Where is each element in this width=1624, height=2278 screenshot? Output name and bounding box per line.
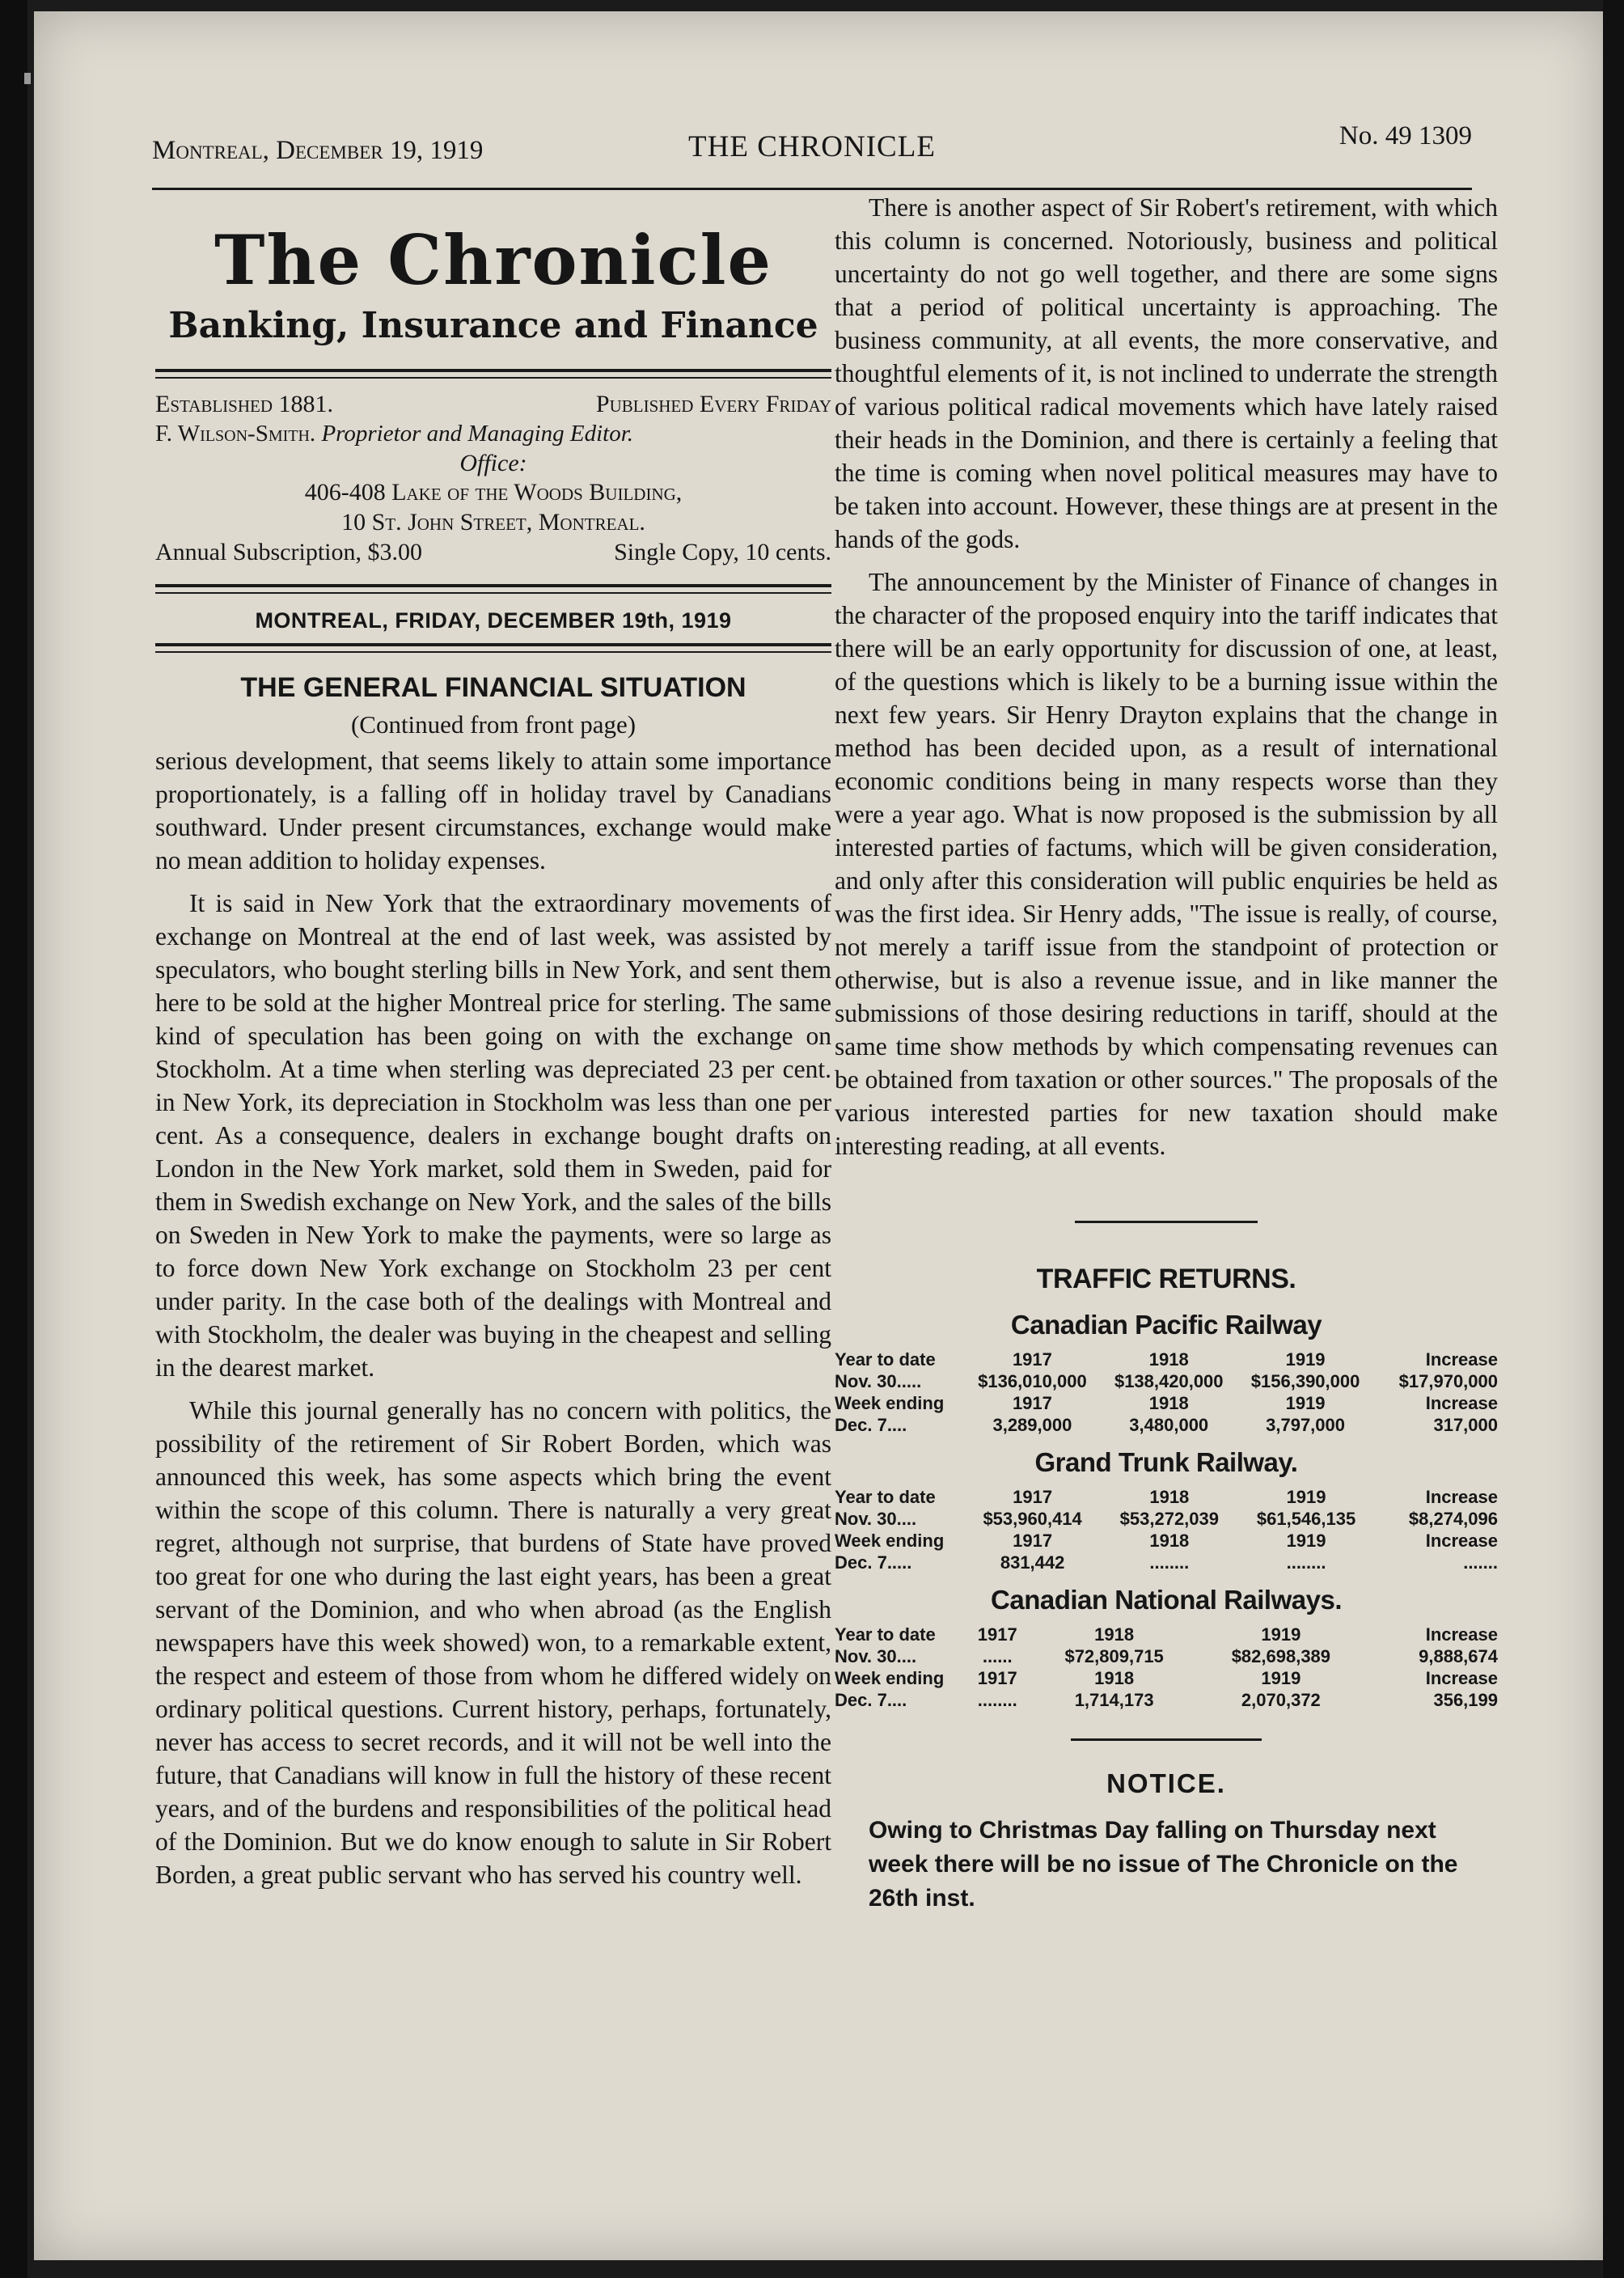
notice-body: Owing to Christmas Day falling on Thursday next week there will be no issue of The Chronicle on the 26th inst. — [869, 1817, 1458, 1912]
section-rule — [1075, 1221, 1258, 1223]
table-cell: ....... — [1463, 1552, 1498, 1573]
table-row — [835, 1508, 1498, 1530]
article-paragraph: It is said in New York that the extraordinary movements of exchange on Montreal at the end of last week, was assisted by speculators, who bought sterling bills in New York, and sent them here to be sold at the higher Montreal price for sterling. The same kind of speculation has been going on with the exchange on Stockholm. At a time when sterling was depreciated 23 per cent. in New York, its depreciation in Stockholm was less than one per cent. As a consequence, dealers in exchange bought drafts on London in the New York market, sold them in Sweden, paid for them in Swedish exchange on New York, and the sales of the bills on Sweden in New York to make the payments, were so large as to force down New York exchange on Stockholm 23 per cent under parity. In the case both of the dealings with Montreal and with Stockholm, the dealer was buying in the cheapest and selling in the dearest market. — [155, 889, 831, 1382]
right-column — [835, 191, 1498, 1916]
table-cell: $72,809,715 — [1064, 1646, 1164, 1666]
table-cell: 3,289,000 — [992, 1415, 1072, 1435]
traffic-table — [835, 1486, 1498, 1573]
table-cell: Nov. 30..... — [835, 1371, 922, 1391]
proprietor-role: Proprietor and Managing Editor. — [321, 420, 634, 447]
single-copy-price: Single Copy, 10 cents. — [614, 539, 831, 566]
article-paragraph: There is another aspect of Sir Robert's retirement, with which this column is concerned. Notoriously, business and political uncertainty do not go well together, and there are some signs that a period of political uncertainty is approaching. The business community, at all events, the more conservative, and thoughtful elements of it, is not inclined to underrate the strength of various political radical movements which have lately raised their heads in the Dominion, and there is certainly a feeling that the time is coming when novel political measures may have to be taken into account. However, these things are at present in the hands of the gods. — [835, 193, 1498, 553]
table-cell: Dec. 7..... — [835, 1552, 912, 1573]
table-cell: 1918 — [1094, 1668, 1135, 1688]
table-cell: $8,274,096 — [1408, 1509, 1498, 1529]
table-cell: 1919 — [1261, 1624, 1301, 1645]
table-cell: 1917 — [1013, 1487, 1053, 1507]
table-cell: Increase — [1425, 1393, 1498, 1413]
table-cell: $136,010,000 — [978, 1371, 1087, 1391]
table-cell: 831,442 — [1000, 1552, 1065, 1573]
table-row — [835, 1530, 1498, 1552]
running-head — [152, 118, 1472, 190]
section-rule — [1071, 1738, 1262, 1741]
table-cell: Increase — [1425, 1487, 1498, 1507]
table-row — [835, 1349, 1498, 1370]
table-cell: Week ending — [835, 1531, 945, 1551]
established-line: Established 1881. — [155, 391, 333, 417]
table-cell: 1918 — [1094, 1624, 1135, 1645]
article-paragraph: serious development, that seems likely to attain some importance proportionately, is a falling off in holiday travel by Canadians southward. Under present circumstances, exchange would make no mean addition to holiday expenses. — [155, 747, 831, 875]
table-cell: 1919 — [1285, 1349, 1326, 1370]
running-head-date: Montreal, December 19, 1919 — [152, 136, 484, 165]
traffic-table — [835, 1624, 1498, 1711]
table-cell: Nov. 30.... — [835, 1509, 917, 1529]
double-rule — [155, 643, 831, 653]
traffic-returns-title: TRAFFIC RETURNS. — [1036, 1264, 1296, 1294]
railway-name: Grand Trunk Railway. — [1034, 1447, 1298, 1477]
notice-title: NOTICE. — [1106, 1768, 1226, 1798]
article-headline: THE GENERAL FINANCIAL SITUATION — [240, 672, 746, 704]
table-cell: 1917 — [1012, 1349, 1052, 1370]
office-label: Office: — [459, 449, 527, 476]
table-cell: Dec. 7.... — [835, 1415, 907, 1435]
table-cell: Dec. 7.... — [835, 1690, 907, 1710]
table-cell: 1919 — [1286, 1487, 1326, 1507]
table-cell: 356,199 — [1433, 1690, 1498, 1710]
railway-block — [835, 1310, 1498, 1436]
binding-edge — [0, 0, 27, 2278]
table-cell: 9,888,674 — [1419, 1646, 1498, 1666]
table-cell: Year to date — [835, 1349, 936, 1370]
table-row — [835, 1552, 1498, 1573]
table-cell: Increase — [1425, 1531, 1498, 1551]
table-cell: 1917 — [1013, 1531, 1053, 1551]
left-column — [155, 214, 831, 1891]
masthead-title: The Chronicle — [214, 220, 772, 300]
railway-block — [835, 1585, 1498, 1711]
table-row — [835, 1414, 1498, 1436]
table-cell: Increase — [1425, 1349, 1498, 1370]
table-cell: $82,698,389 — [1231, 1646, 1331, 1666]
table-row — [835, 1486, 1498, 1508]
table-cell: 2,070,372 — [1241, 1690, 1321, 1710]
address-line-2: 10 St. John Street, Montreal. — [341, 509, 645, 536]
table-cell: $53,272,039 — [1119, 1509, 1219, 1529]
double-rule — [155, 584, 831, 594]
table-row — [835, 1370, 1498, 1392]
table-cell: $156,390,000 — [1250, 1371, 1360, 1391]
proprietor-name: F. Wilson-Smith. — [155, 420, 316, 447]
table-cell: ........ — [1149, 1552, 1190, 1573]
binding-mark — [24, 73, 31, 84]
table-cell: Year to date — [835, 1487, 936, 1507]
table-cell: $53,960,414 — [983, 1509, 1082, 1529]
page-number: No. 49 1309 — [1339, 121, 1472, 150]
address-line-1: 406-408 Lake of the Woods Building, — [304, 479, 683, 506]
railway-name: Canadian Pacific Railway — [1010, 1310, 1322, 1340]
table-row — [835, 1392, 1498, 1414]
table-cell: Nov. 30.... — [835, 1646, 917, 1666]
table-cell: 1917 — [1012, 1393, 1052, 1413]
table-cell: Year to date — [835, 1624, 936, 1645]
table-cell: 1917 — [977, 1668, 1017, 1688]
traffic-table — [835, 1349, 1498, 1436]
publication-info — [155, 390, 831, 568]
table-cell: 1,714,173 — [1074, 1690, 1154, 1710]
table-cell: 1919 — [1261, 1668, 1301, 1688]
table-cell: 317,000 — [1433, 1415, 1498, 1435]
published-line: Published Every Friday — [595, 391, 831, 417]
table-cell: $17,970,000 — [1398, 1371, 1498, 1391]
table-cell: 1918 — [1149, 1487, 1190, 1507]
table-cell: 1919 — [1286, 1531, 1326, 1551]
railway-name: Canadian National Railways. — [991, 1585, 1342, 1615]
newspaper-page — [34, 11, 1603, 2260]
table-row — [835, 1667, 1498, 1689]
table-cell: 1917 — [977, 1624, 1017, 1645]
scan-border — [1603, 0, 1624, 2278]
article-paragraph: While this journal generally has no concern with politics, the possibility of the retirement of Sir Robert Borden, which was announced this week, has some aspects which bring the event within the scope of this column. There is naturally a very great regret, although not surprise, that burdens of State have proved too great for one who during the last eight years, has been a great servant of the Dominion, and who when abroad (as the English newspapers have this week showed) won, to a remarkable extent, the respect and esteem of those from whom he differed widely on ordinary political questions. Current history, perhaps, fortunately, never has access to secret records, and it will not be well into the future, that Canadians will know in full the history of these recent years, and of the burdens and responsibilities of the political head of the Dominion. But we do know enough to salute in Sir Robert Borden, a great public servant who has served his country well. — [155, 1396, 831, 1890]
table-cell: 3,480,000 — [1129, 1415, 1209, 1435]
table-row — [835, 1624, 1498, 1645]
table-cell: 3,797,000 — [1266, 1415, 1345, 1435]
table-cell: Increase — [1425, 1668, 1498, 1688]
masthead — [155, 220, 831, 346]
table-cell: ........ — [1286, 1552, 1326, 1573]
table-cell: $61,546,135 — [1256, 1509, 1356, 1529]
table-cell: $138,420,000 — [1114, 1371, 1224, 1391]
table-row — [835, 1645, 1498, 1667]
double-rule — [155, 369, 831, 379]
issue-date-line: MONTREAL, FRIDAY, DECEMBER 19th, 1919 — [255, 608, 732, 633]
table-cell: 1918 — [1148, 1393, 1189, 1413]
subscription-price: Annual Subscription, $3.00 — [155, 539, 422, 566]
table-cell: Week ending — [835, 1668, 945, 1688]
table-cell: Week ending — [835, 1393, 945, 1413]
table-cell: 1918 — [1148, 1349, 1189, 1370]
table-cell: ...... — [982, 1646, 1013, 1666]
table-cell: ........ — [977, 1690, 1017, 1710]
table-cell: Increase — [1425, 1624, 1498, 1645]
article-paragraph: The announcement by the Minister of Finance of changes in the character of the proposed enquiry into the tariff indicates that there will be an early opportunity for discussion of one, at least, of the questions which is likely to be a burning issue within the next few years. Sir Henry Drayton explains that the change in method has been decided upon, as a result of international economic conditions being in many respects worse than they were a year ago. What is now proposed is the submission by all interested parties of factums, which will be given consideration, and only after this consideration will public enquiries be held as was the first idea. Sir Henry adds, "The issue is really, of course, not merely a tariff issue from the standpoint of protection or otherwise, but is also a revenue issue, and in like manner the submissions of those desiring reductions in tariff, should at the same time show methods by which compensating revenues can be obtained from taxation or other sources." The proposals of the various interested parties for new taxation should make interesting reading, at all events. — [835, 568, 1498, 1160]
continued-note: (Continued from front page) — [350, 710, 636, 739]
railway-block — [835, 1447, 1498, 1573]
table-cell: 1918 — [1149, 1531, 1190, 1551]
running-head-title: THE CHRONICLE — [688, 130, 936, 163]
masthead-subtitle: Banking, Insurance and Finance — [168, 305, 818, 346]
table-cell: 1919 — [1285, 1393, 1326, 1413]
table-row — [835, 1689, 1498, 1711]
